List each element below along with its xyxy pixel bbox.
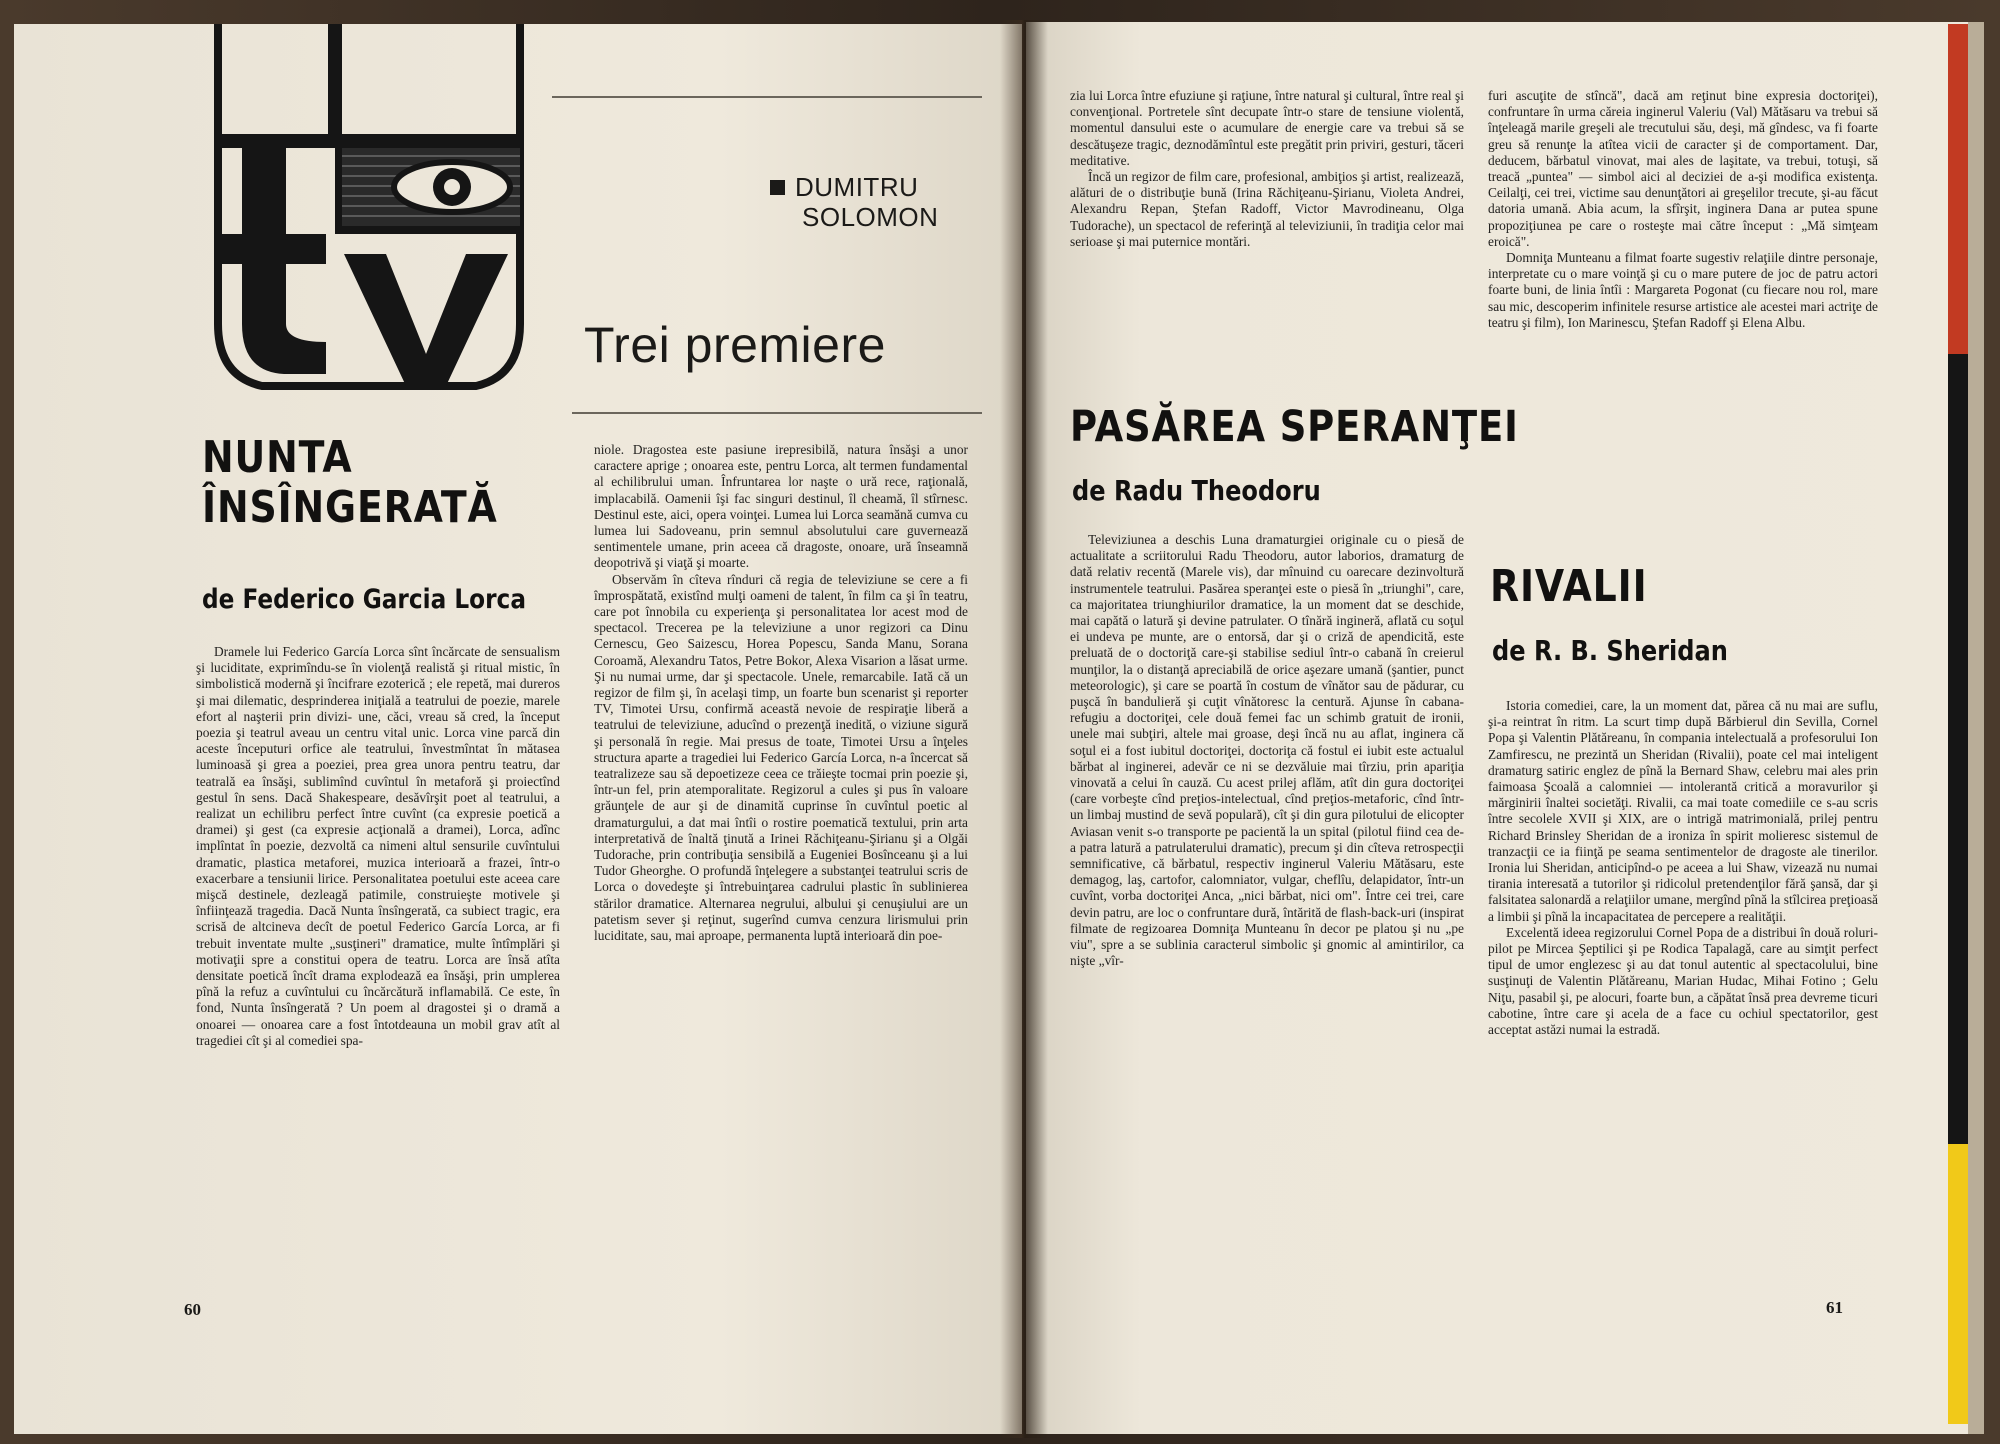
article1-title-line2: ÎNSÎNGERATĂ [202, 482, 498, 533]
article1-title-line1: NUNTA [202, 432, 353, 483]
page-number-left: 60 [184, 1300, 201, 1319]
article1-paragraph: Observăm în cîteva rînduri că regia de televiziune se cere a fi împrospătată, existînd mulţi oameni de talent, în film ca şi în teatru, care pot înnobila cu experienţa şi personalitatea lor acest mod de spectacol. Trecerea pe la televiziune a unor regizori ca Dinu Cernescu, Geo Saizescu, Horea Popescu, Sanda Manu, Sorana Coroamă, Alexandru Tatos, Petre Bokor, Alexa Visarion a lăsat urme. Şi nu numai urme, dar şi spectacole. Unele, remarcabile. Iată că un regizor de film şi, în acelaşi timp, un foarte bun scenarist şi reporter TV, Timotei Ursu, confirmă această nevoie de respiraţie liberă a teatrului de televiziune, aducînd o prezenţă inedită, o viziune sigură şi personală în regie. Mai presus de toate, Timotei Ursu a înţeles structura aparte a tragediei lui Federico García Lorca, n-a încercat să teatralizeze sau să depoetizeze ceea ce trăieşte tocmai prin poezie şi, într-un fel, prin atemporalitate. Regizorul a cules şi pus în valoare grăunţele de aur şi de dinamită cuprinse în cuvîntul poetic al dramaturgului, a dat mai întîi o rostire poematică textului, prin arta interpretativă de înaltă ţinută a Irinei Răchiţeanu-Şirianu şi a Olgăi Tudorache, prin contribuţia sensibilă a Eugeniei Bosînceanu şi a lui Tudor Gheorghe. O profundă înţelegere a substanţei teatrului scris de Lorca o dovedeşte şi întrebuinţarea cadrului plastic în sublinierea stărilor dramatice. Alternarea negrului, albului şi cenuşiului are un patetism sever şi reţinut, sugerînd cumva cenzura lirismului prin luciditate, sau, mai aproape, permanenta luptă interioară din poe- [594, 571, 968, 944]
right-page [1026, 22, 1984, 1434]
author-name [770, 172, 980, 232]
header-rule-bottom [572, 412, 982, 414]
article3-title: RIVALII [1490, 561, 1648, 612]
article1-paragraph: zia lui Lorca între efuziune şi raţiune, între natural şi cultural, între real şi convenţional. Portretele sînt decupate într-o stare de tensiune violentă, momentul dansului este o acumulare de energie care va trebui să se descătuşeze tragic, deznodămîntul este pregătit prin priviri, gesturi, tăceri meditative. [1070, 88, 1464, 168]
article1-column-2 [594, 442, 968, 1314]
article2-title: PASĂREA SPERANŢEI [1070, 402, 1519, 452]
article3-paragraph: Istoria comediei, care, la un moment dat, părea că nu mai are suflu, şi-a reintrat în ritm. La scurt timp după Bărbierul din Sevilla, Cornel Popa şi Valentin Plătăreanu, în compania intelectuală a profesorului Ion Zamfirescu, ne prezintă un Sheridan (Rivalii), poate cel mai inteligent dramaturg satiric englez de pînă la Bernard Shaw, celebru mai ales prin faimoasa Şcoală a calomniei — intolerantă critică a moravurilor şi mărginirii înaltei societăţi. Rivalii, ca mai toate comediile ce s-au scris între secolele XVII şi XIX, are o intrigă matrimonială, prilej pentru Richard Brinsley Sheridan de a ironiza în spirit molieresc sistemul de tranzacţii ce ia fiinţă pe seama sentimentelor de dragoste ale tinerilor. Ironia lui Sheridan, anticipînd-o pe aceea a lui Shaw, vizează nu numai tirania interesată a tutorilor şi ridicolul pretendenţilor fără şansă, dar şi falsitatea salonardă a relaţiilor umane, mergînd pînă la stîlcirea preţioasă a limbii şi pînă la incapacitatea de percepere a realităţii. [1488, 698, 1878, 924]
page-number-right: 61 [1826, 1298, 1843, 1317]
edge-tab-red [1948, 24, 1968, 354]
article3-byline: de R. B. Sheridan [1492, 634, 1728, 667]
article1-paragraph: Încă un regizor de film care, profesional, ambiţios şi artist, realizează, alături de o distribuţie bună (Irina Răchiţeanu-Şirianu, Violeta Andrei, Alexandru Repan, Ştefan Radoff, Victor Mavrodineanu, Olga Tudorache), un spectacol de referinţă al televiziunii, în tradiţia celor mai serioase şi mai puternice montări. [1070, 169, 1464, 249]
article1-byline: de Federico Garcia Lorca [202, 584, 526, 615]
article2-paragraph: Televiziunea a deschis Luna dramaturgiei originale cu o piesă de actualitate a scriitorului Radu Theodoru, autor laborios, dramaturg de dată relativ recentă (Marele vis), dar mînuind cu oarecare dezinvoltură instrumentele teatrului. Pasărea speranţei este o piesă în „triunghi", care, ca majoritatea triunghiurilor dramatice, la un moment dat se deschide, mai capătă o latură şi devine patrulater. O tînără ingineră, aflată cu soţul ei undeva pe munte, are o entorsă, dar şi o criză de apendicită, este preluată de o doctoriţă care-şi stabilise sediul într-o cabană în creierul munţilor, la o distanţă apreciabilă de orice aşezare umană (şantier, punct meteorologic), şi care se poartă în costum de vînător sau de pădurar, cu puşcă în bandulieră şi cuţit vînătoresc la centură. Ajunse în cabana-refugiu a doctoriţei, cele două femei fac un schimb gratuit de ironii, unele mai subţiri, altele mai groase, deşi încă nu au aflat, inginera că soţul ei a fost iubitul doctoriţei, doctoriţa că fostul ei iubit este actualul bărbat al inginerei, adevăr ce ni se dezvăluie mai tîrziu, prin apariţia vinovată a celui în cauză. Cu acest prilej aflăm, atît din gura doctoriţei (care vorbeşte cînd preţios-intelectual, cînd preţios-metaforic, cînd într-un limbaj mustind de sevă populară), cît şi din gura pilotului de elicopter Aviasan venit s-o transporte pe pacientă la un spital (pilotul fiind cea de-a patra latură a patrulaterului dramatic), precum şi din cîteva retrospecţii semnificative, că bărbatul, respectiv inginerul Valeriu Mătăsaru, este demagog, laş, cartofor, calomniator, vulgar, cheflîu, delapidator, într-un cuvînt, vorba doctoriţei Anca, „nici bărbat, nici om". Între cei trei, care devin patru, are loc o confruntare dură, întărită de flash-back-uri (inspirat filmate de regizoarea Domniţa Munteanu în decor pe platou şi nu „pe viu", spre a se sublinia caracterul simbolic şi gnomic al amintirilor, ca nişte „vîr- [1070, 532, 1464, 969]
article2-byline: de Radu Theodoru [1072, 474, 1321, 507]
article1-title [202, 434, 532, 534]
edge-tab-yellow [1948, 1144, 1968, 1424]
tv-eye-logo-icon [214, 24, 524, 394]
article3-body [1488, 698, 1878, 1312]
article3-paragraph: Excelentă ideea regizorului Cornel Popa de a distribui în două roluri-pilot pe Mircea Şeptilici şi pe Rodica Tapalagă, care au simţit perfect tipul de umor englezesc şi au dat tonul autentic al spectacolului, bine susţinuţi de Valentin Plătăreanu, Marian Hudac, Mihai Fotino ; Gelu Niţu, pasabil şi, pe alocuri, foarte bun, a căpătat însă prea devreme ticuri cabotine, între care şi acela de a face cu ochiul spectatorilor, gest acceptat astăzi numai la estradă. [1488, 924, 1878, 1038]
author-last-name: SOLOMON [802, 202, 939, 232]
article1-continuation [1070, 88, 1464, 380]
edge-tab-black [1948, 354, 1968, 1144]
header-rule-top [552, 96, 982, 98]
left-page [14, 24, 1022, 1434]
square-bullet-icon [770, 180, 785, 195]
article2-paragraph: furi ascuţite de stîncă", dacă am reţinut bine expresia doctoriţei), confruntare în urma căreia inginerul Valeriu (Val) Mătăsaru va trebui să înţeleagă marile greşeli ale trecutului său, deşi, mă gîndesc, va fi foarte greu să renunţe la atîtea vicii de caracter şi de comportament. Dar, deducem, bărbatul vinovat, mai ales de laşitate, va trebui, totuşi, să treacă „puntea" — simbol aici al deciziei de a-şi modifica existenţa. Ceilalţi, cei trei, victime sau denunţători ai greşelilor trecute, şi-au făcut datoria umană. Abia acum, la sfîrşit, inginera Dana ar putea spune propoziţiunea pe care o rosteşte mai către început : „Mă simţeam eroică". [1488, 88, 1878, 249]
article1-column-1 [196, 644, 560, 1314]
article2-continuation [1488, 88, 1878, 528]
article2-body [1070, 532, 1464, 1312]
section-title: Trei premiere [584, 317, 886, 373]
article1-paragraph: niole. Dragostea este pasiune irepresibilă, natura însăşi a unor caractere aprige ; onoarea este, pentru Lorca, alt termen fundamental al echilibrului uman. Înfruntarea lor naşte o ură rece, raţională, implacabilă. Oamenii îşi fac singuri destinul, îl cheamă, îl stîrnesc. Destinul este, aici, opera voinţei. Lumea lui Lorca seamănă cumva cu lumea lui Sadoveanu, prin semnul absolutului care guvernează sentimentele umane, prin aceea că dragoste, onoare, ură înseamnă deopotrivă şi viaţă şi moarte. [594, 442, 968, 571]
page-edge-color-tabs [1948, 24, 1968, 1424]
article2-paragraph: Domniţa Munteanu a filmat foarte sugestiv relaţiile dintre personaje, interpretate cu o mare voinţă şi cu o mare putere de joc de patru actori foarte buni, de linia întîi : Margareta Pogonat (cu fiecare nou rol, mare sau mic, descoperim infinitele resurse artistice ale acestei mari actriţe de teatru şi film), Ion Marinescu, Ştefan Radoff şi Elena Albu. [1488, 250, 1878, 330]
page-edge [1968, 22, 1984, 1434]
author-first-name: DUMITRU [795, 172, 919, 202]
article1-paragraph: Dramele lui Federico García Lorca sînt încărcate de sensualism şi luciditate, exprimîndu-se în violenţă realistă şi ritual mistic, în simbolistică modernă şi încifrare ezoterică ; ele repetă, mai dureros şi mai dilematic, desprinderea iniţială a teatrului de poezie, marele efort al naşterii prin divizi- une, căci, vreau să cred, la început poezia şi teatrul aveau un centru vital unic. Lorca vine parcă din aceste începuturi orfice ale teatrului, învestmîntat în mătasea luminoasă şi grea a poeziei, prea grea unora pentru teatru, dar teatrală ea însăşi, sublimînd cuvîntul în metaforă şi proiectînd gestul în sens. Dacă Shakespeare, desăvîrşit poet al teatrului, a realizat un echilibru perfect între cuvînt (ca expresie poetică a dramei) şi gest (ca expresie acţională a dramei), Lorca, adînc implîntat în poezie, dezvoltă ca nimeni altul sensurile cuvîntului dramatic, plastica metaforei, muzica interioară a frazei, într-o exacerbare a tensiunii lirice. Personalitatea poetului este aceea care mişcă destinele, dezleagă patimile, construieşte motivele şi înfiinţează tragedia. Dacă Nunta însîngerată, ca subiect tragic, era scrisă de altcineva decît de poetul Federico García Lorca, ar fi trebuit inventate multe „susţineri" dramatice, multe întîmplări şi motivaţii spre a constitui opera de teatru. Lorca are însă atîta densitate poetică încît drama explodează ea însăşi, prin umplerea pînă la refuz a cuvîntului cu încărcătură inflamabilă. Ce este, în fond, Nunta însîngerată ? Un poem al dragostei şi o dramă a onoarei — onoarea care a fost întotdeauna un mobil grav atît al tragediei cît şi al comediei spa- [196, 644, 560, 1048]
